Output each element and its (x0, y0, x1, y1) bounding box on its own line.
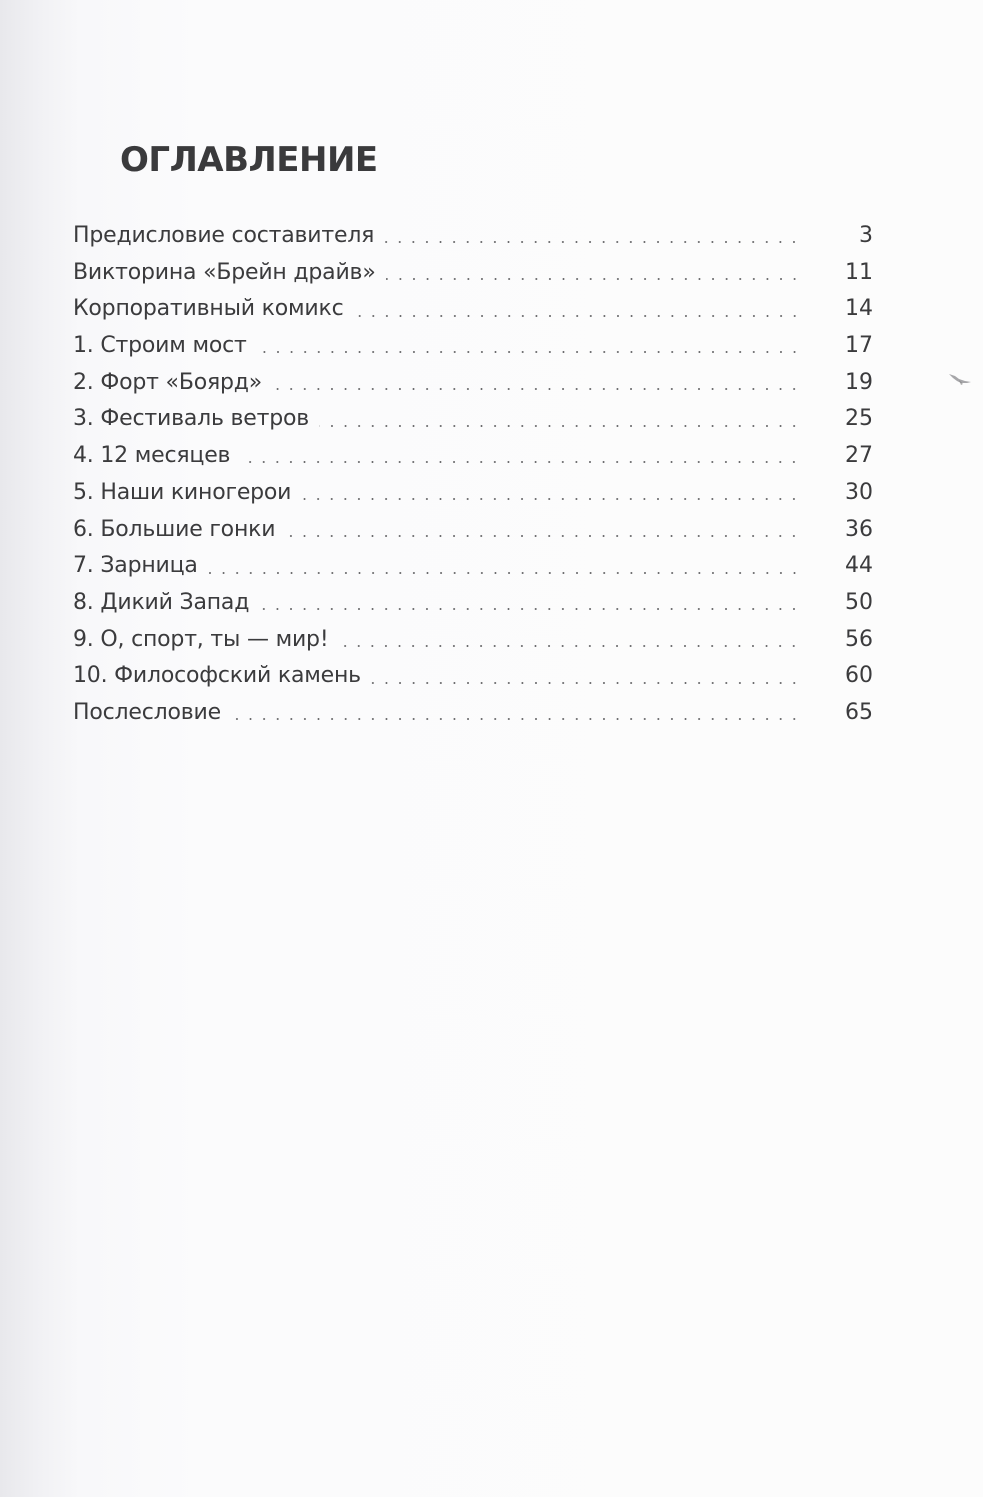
toc-entry-title: 9. О, спорт, ты — мир! (73, 626, 329, 652)
toc-entry-title: 8. Дикий Запад (73, 589, 250, 615)
toc-entry-title: 2. Форт «Боярд» (73, 369, 263, 395)
toc-entry-title: Викторина «Брейн драйв» (73, 259, 376, 285)
toc-entry (73, 658, 873, 695)
toc-entry-title: 3. Фестиваль ветров (73, 406, 310, 432)
toc-entry-page: 17 (845, 333, 873, 359)
toc-entry (73, 218, 873, 255)
toc-entry-page: 30 (845, 479, 873, 505)
toc-entry-page: 3 (859, 223, 873, 248)
toc-entry-page: 56 (845, 626, 873, 652)
toc-entry-title: Предисловие составителя (73, 223, 375, 248)
dot-leader (259, 608, 801, 610)
toc-entry-page: 36 (845, 516, 873, 542)
table-of-contents (73, 218, 873, 732)
dot-leader (319, 425, 801, 427)
toc-entry-title: 6. Большие гонки (73, 516, 276, 542)
dot-leader (301, 498, 801, 500)
dot-leader (231, 718, 801, 720)
toc-entry (73, 622, 873, 659)
toc-entry (73, 291, 873, 328)
dot-leader (272, 388, 801, 390)
dot-leader (240, 461, 801, 463)
dot-leader (386, 278, 801, 280)
toc-entry (73, 512, 873, 549)
toc-entry-title: 7. Зарница (73, 553, 198, 579)
dot-leader (257, 351, 801, 353)
toc-entry (73, 695, 873, 732)
dot-leader (285, 535, 801, 537)
toc-entry-page: 44 (845, 553, 873, 579)
toc-entry-title: 10. Философский камень (73, 663, 361, 689)
dot-leader (338, 645, 801, 647)
toc-entry-page: 11 (845, 259, 873, 285)
toc-entry (73, 255, 873, 292)
toc-entry-page: 27 (845, 443, 873, 469)
dot-leader (384, 241, 801, 243)
dot-leader (208, 572, 801, 574)
toc-entry-page: 60 (845, 663, 873, 689)
toc-entry-title: 4. 12 месяцев (73, 443, 231, 469)
toc-entry (73, 585, 873, 622)
toc-entry-title: Корпоративный комикс (73, 296, 344, 322)
toc-entry-page: 25 (845, 406, 873, 432)
dot-leader (371, 682, 801, 684)
ink-smudge-mark (947, 371, 975, 387)
toc-entry (73, 475, 873, 512)
toc-entry (73, 548, 873, 585)
dot-leader (354, 315, 802, 317)
toc-entry (73, 328, 873, 365)
toc-entry (73, 401, 873, 438)
toc-entry-page: 14 (845, 296, 873, 322)
toc-entry-title: 1. Строим мост (73, 333, 247, 359)
toc-entry-page: 19 (845, 369, 873, 395)
toc-entry-page: 65 (845, 699, 873, 725)
page-title: ОГЛАВЛЕНИЕ (120, 140, 378, 180)
toc-entry-title: 5. Наши киногерои (73, 479, 292, 505)
toc-entry-page: 50 (845, 589, 873, 615)
toc-entry-title: Послесловие (73, 699, 221, 725)
toc-entry (73, 438, 873, 475)
toc-entry (73, 365, 873, 402)
